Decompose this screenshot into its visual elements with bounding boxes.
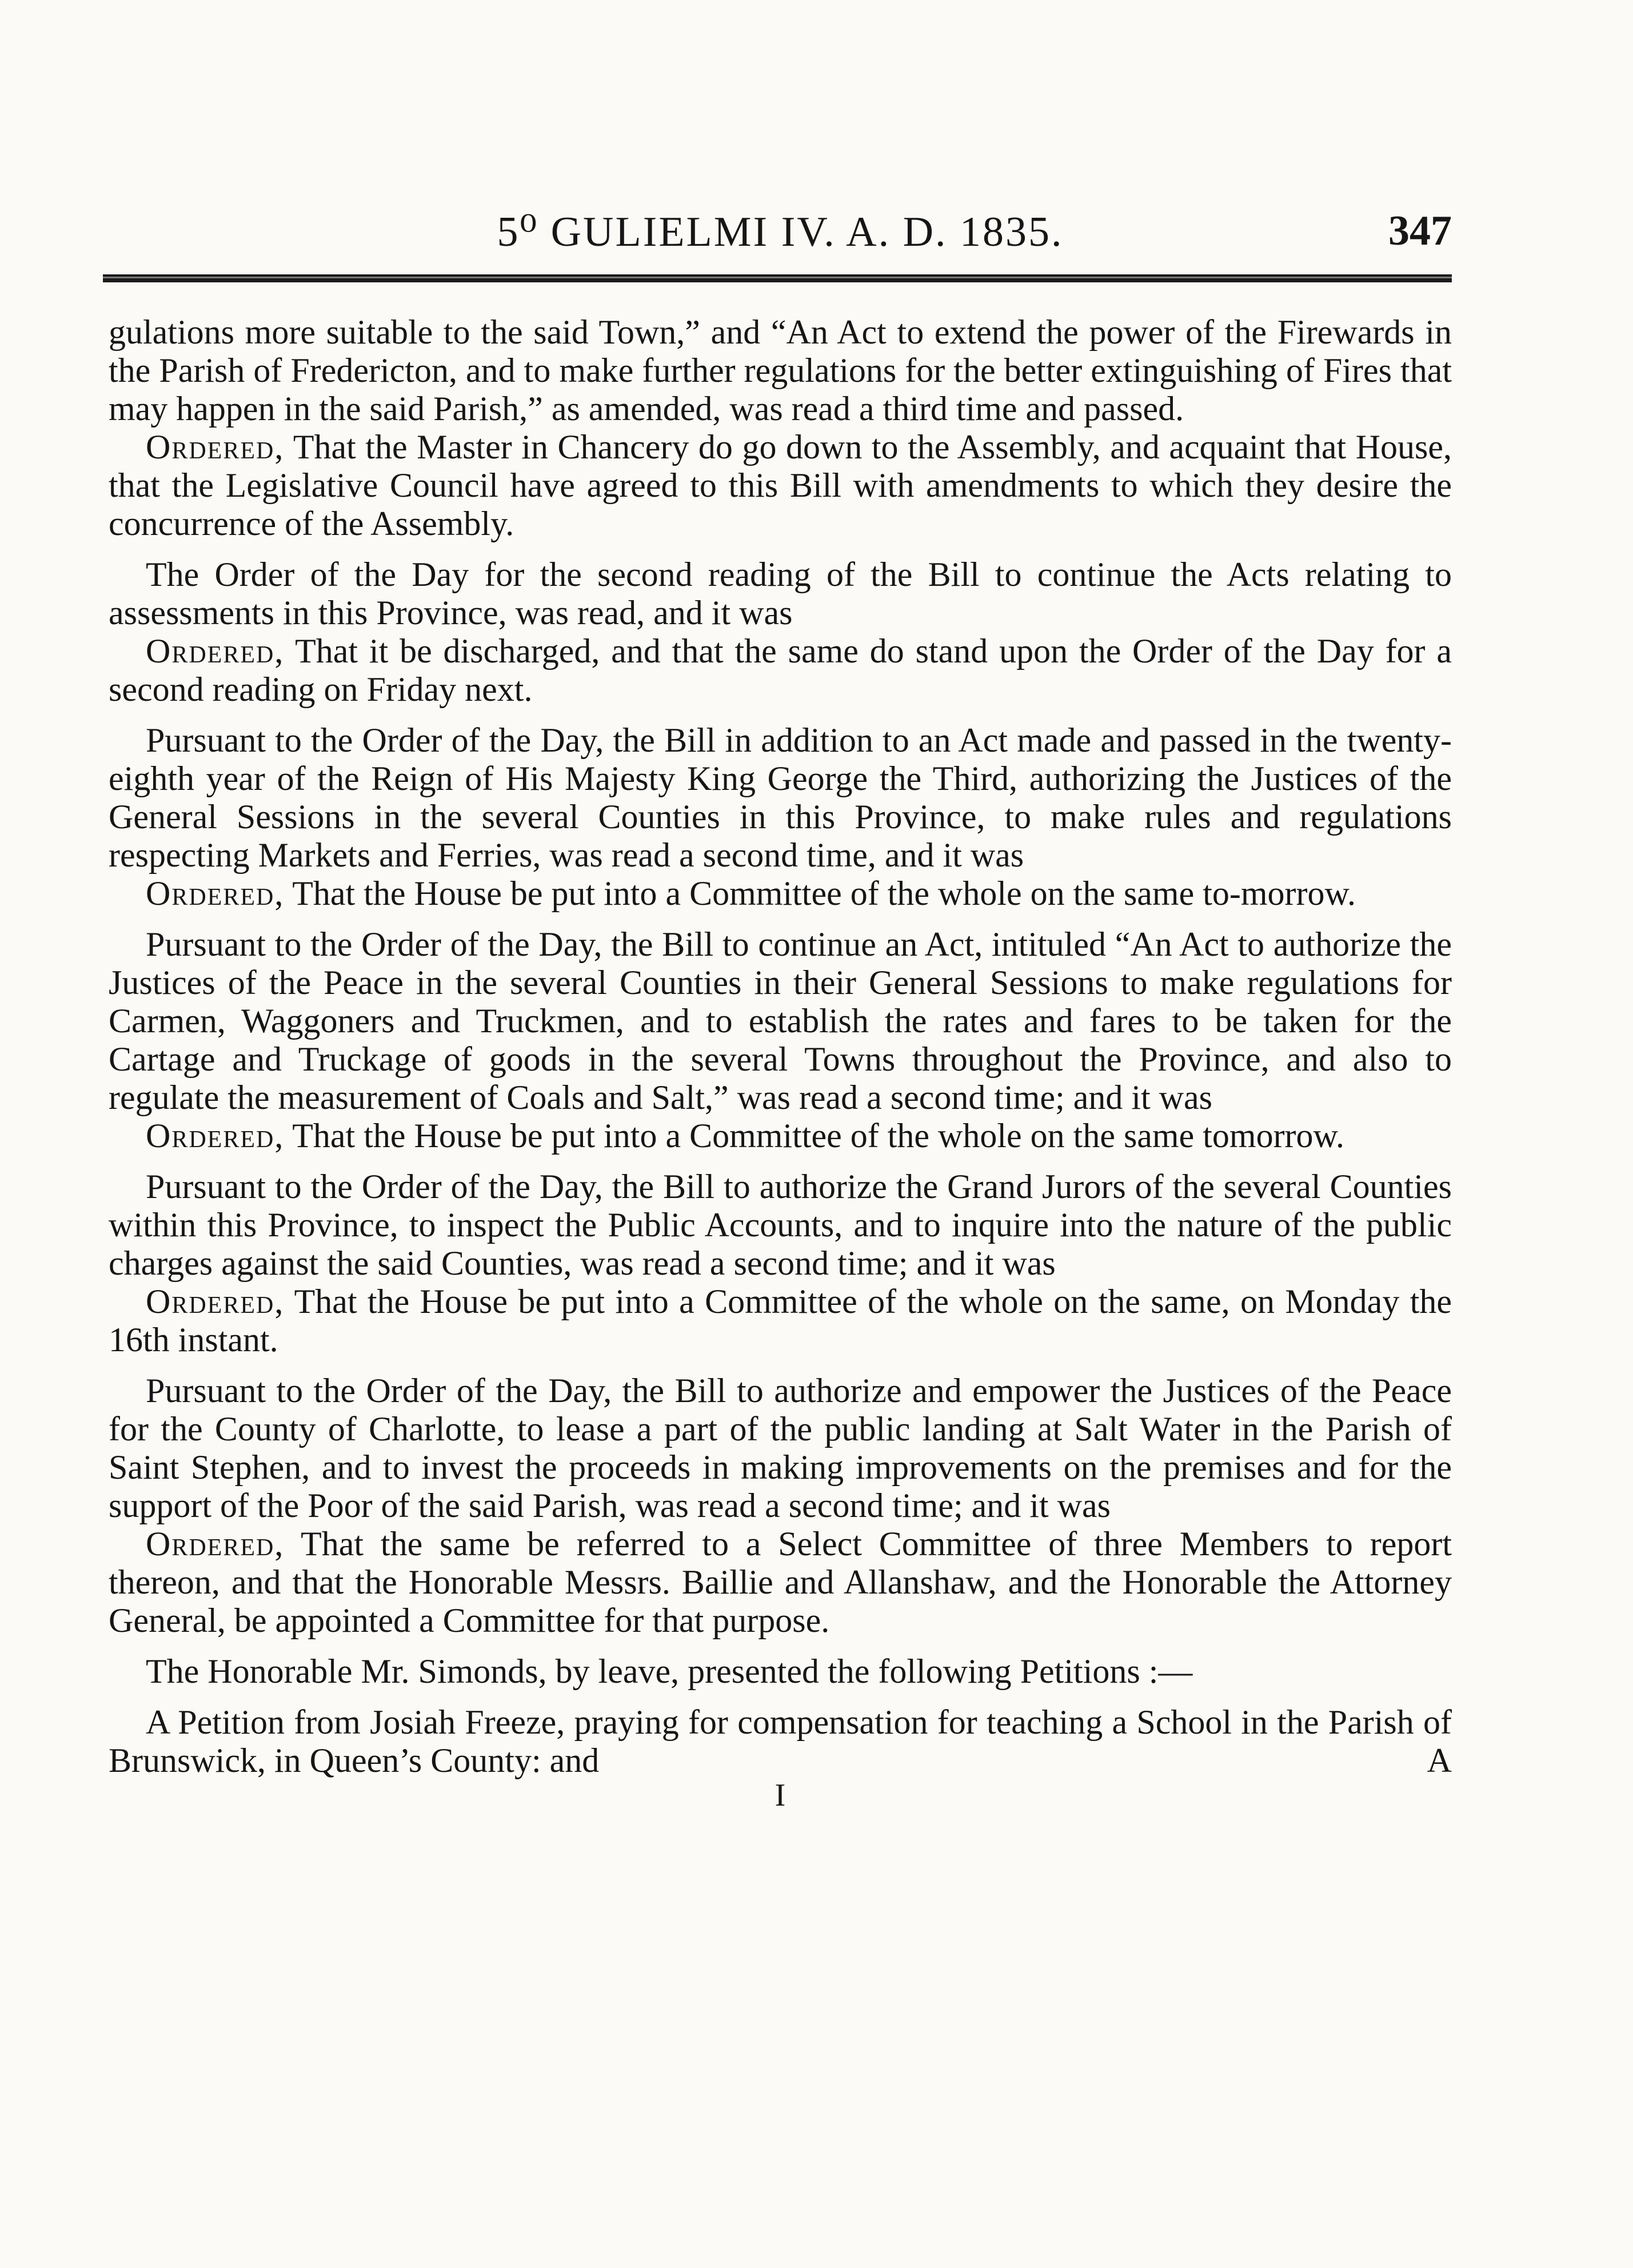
paragraph: Pursuant to the Order of the Day, the Bill to authorize the Grand Jurors of the several Counties within this Province, to inspect the Public Accounts, and to inquire into the nature of the public charges against the said Counties, was read a second time; and it was [109, 1168, 1452, 1282]
ordered-lead: Ordered, [146, 428, 285, 466]
ordered-paragraph: Ordered, That the House be put into a Committee of the whole on the same tomorrow. [146, 1117, 1344, 1155]
catchword: A [1427, 1742, 1452, 1779]
page-header [109, 207, 1452, 264]
ordered-paragraph: Ordered, That it be discharged, and that the same do stand upon the Order of the Day for a second reading on Friday next. [109, 632, 1452, 708]
ordered-lead: Ordered, [146, 875, 285, 912]
paragraph: The Order of the Day for the second reading of the Bill to continue the Acts relating to assessments in this Province, was read, and it was [109, 556, 1452, 632]
paragraph: A Petition from Josiah Freeze, praying for compensation for teaching a School in the Parish of Brunswick, in Queen’s County: and [109, 1703, 1452, 1779]
ordered-lead: Ordered, [146, 1525, 285, 1563]
body-text [109, 313, 1452, 1815]
page-number: 347 [1388, 207, 1452, 254]
paragraph-continuation: gulations more suitable to the said Town,” and “An Act to extend the power of the Firewards in the Parish of Fredericton, and to make further regulations for the better extinguishing of Fires that may happen in the said Parish,” as amended, was read a third time and passed. [109, 313, 1452, 428]
ordered-paragraph: Ordered, That the Master in Chancery do go down to the Assembly, and acquaint that House, that the Legislative Council have agreed to this Bill with amendments to which they desire the concurrence of the Assembly. [109, 428, 1452, 542]
ordered-paragraph: Ordered, That the House be put into a Committee of the whole on the same, on Monday the 16th instant. [109, 1283, 1452, 1359]
running-head: 5⁰ GULIELMI IV. A. D. 1835. [497, 209, 1064, 255]
paragraph: Pursuant to the Order of the Day, the Bill to authorize and empower the Justices of the Peace for the County of Charlotte, to lease a part of the public landing at Salt Water in the Parish of Saint Stephen, and to invest the proceeds in making improvements on the premises and for the support of the Poor of the said Parish, was read a second time; and it was [109, 1372, 1452, 1524]
ordered-lead: Ordered, [146, 1283, 285, 1320]
ordered-lead: Ordered, [146, 1117, 285, 1155]
paragraph: Pursuant to the Order of the Day, the Bill to continue an Act, intituled “An Act to authorize the Justices of the Peace in the several Counties in their General Sessions to make regulations for Carmen, Waggoners and Truckmen, and to establish the rates and fares to be taken for the Cartage and Truckage of goods in the several Towns throughout the Province, and also to regulate the measurement of Coals and Salt,” was read a second time; and it was [109, 925, 1452, 1116]
ordered-lead: Ordered, [146, 632, 285, 670]
ordered-paragraph: Ordered, That the same be referred to a Select Committee of three Members to report thereon, and that the Honorable Messrs. Baillie and Allanshaw, and the Honorable the Attorney General, be appointed a Committee for that purpose. [109, 1525, 1452, 1639]
header-rule [103, 274, 1452, 282]
ordered-paragraph: Ordered, That the House be put into a Committee of the whole on the same to-morrow. [146, 875, 1356, 912]
signature-mark: I [774, 1778, 786, 1813]
paragraph: Pursuant to the Order of the Day, the Bill in addition to an Act made and passed in the twenty-eighth year of the Reign of His Majesty King George the Third, authorizing the Justices of the General Sessions in the several Counties in this Province, to make rules and regulations respecting Markets and Ferries, was read a second time, and it was [109, 721, 1452, 874]
paragraph: The Honorable Mr. Simonds, by leave, presented the following Petitions :— [146, 1652, 1193, 1690]
